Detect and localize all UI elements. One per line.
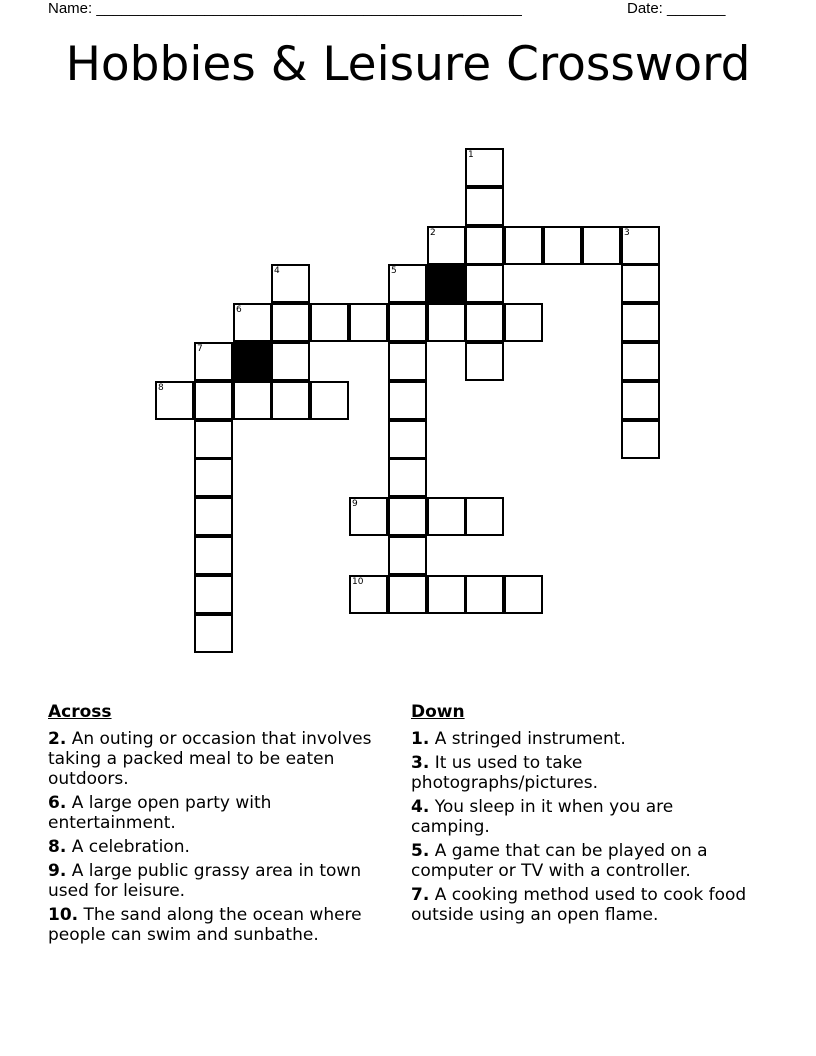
clue-number-label: 2: [430, 228, 436, 238]
name-field[interactable]: Name: ___________________________________________________: [48, 0, 522, 17]
clue-number: 4.: [411, 797, 430, 817]
crossword-cell[interactable]: [388, 497, 427, 536]
clue-number-label: 8: [158, 383, 164, 393]
across-clues: [48, 702, 398, 949]
crossword-cell[interactable]: [621, 303, 660, 342]
clue-number-label: 5: [391, 266, 397, 276]
crossword-cell[interactable]: [388, 420, 427, 459]
clue-text: An outing or occasion that involves taking a packed meal to be eaten outdoors.: [48, 729, 372, 789]
crossword-cell[interactable]: [504, 575, 543, 614]
across-heading: Across: [48, 702, 112, 722]
crossword-cell[interactable]: [388, 381, 427, 420]
crossword-cell[interactable]: [427, 303, 466, 342]
clue-number: 7.: [411, 885, 430, 905]
crossword-cell[interactable]: [621, 420, 660, 459]
crossword-cell[interactable]: [271, 342, 310, 381]
clue-number-label: 7: [197, 344, 203, 354]
crossword-cell[interactable]: [427, 226, 466, 265]
clue-number: 2.: [48, 729, 67, 749]
crossword-cell[interactable]: [233, 303, 272, 342]
clue-text: A stringed instrument.: [434, 729, 626, 749]
clue-text: A game that can be played on a computer or TV with a controller.: [411, 841, 708, 881]
crossword-cell[interactable]: [194, 575, 233, 614]
down-clue: [411, 797, 751, 837]
crossword-cell[interactable]: [271, 381, 310, 420]
down-clue: [411, 753, 751, 793]
crossword-cell[interactable]: [621, 264, 660, 303]
clue-number-label: 6: [236, 305, 242, 315]
crossword-cell[interactable]: [271, 303, 310, 342]
clue-text: It us used to take photographs/pictures.: [411, 753, 599, 793]
down-clue: [411, 885, 751, 925]
across-clue: [48, 793, 398, 833]
clue-number-label: 3: [624, 228, 630, 238]
crossword-cell[interactable]: [582, 226, 621, 265]
clue-number-label: 1: [468, 150, 474, 160]
crossword-cell[interactable]: [194, 536, 233, 575]
crossword-cell[interactable]: [349, 575, 388, 614]
across-clue-list: [48, 729, 398, 945]
clue-number-label: 10: [352, 577, 364, 587]
date-field[interactable]: Date: _______: [627, 0, 726, 17]
crossword-cell[interactable]: [427, 575, 466, 614]
clue-number: 10.: [48, 905, 79, 925]
clue-text: A large public grassy area in town used for leisure.: [48, 861, 362, 901]
down-clues: [411, 702, 751, 929]
crossword-cell[interactable]: [194, 381, 233, 420]
crossword-cell[interactable]: [504, 226, 543, 265]
crossword-cell[interactable]: [194, 342, 233, 381]
crossword-cell[interactable]: [504, 303, 543, 342]
crossword-cell[interactable]: [194, 420, 233, 459]
crossword-cell[interactable]: [621, 342, 660, 381]
crossword-cell[interactable]: [310, 303, 349, 342]
crossword-cell[interactable]: [388, 575, 427, 614]
clue-number: 5.: [411, 841, 430, 861]
clue-text: A celebration.: [71, 837, 190, 857]
crossword-cell[interactable]: [465, 303, 504, 342]
crossword-cell[interactable]: [465, 226, 504, 265]
crossword-cell[interactable]: [194, 497, 233, 536]
crossword-cell[interactable]: [427, 497, 466, 536]
crossword-cell[interactable]: [543, 226, 582, 265]
across-clue: [48, 905, 398, 945]
clue-number: 9.: [48, 861, 67, 881]
crossword-cell[interactable]: [388, 264, 427, 303]
clue-number: 3.: [411, 753, 430, 773]
crossword-cell[interactable]: [271, 264, 310, 303]
clue-number-label: 4: [274, 266, 280, 276]
crossword-cell[interactable]: [465, 497, 504, 536]
crossword-cell[interactable]: [465, 148, 504, 187]
crossword-cell[interactable]: [465, 187, 504, 226]
clue-number: 8.: [48, 837, 67, 857]
crossword-cell[interactable]: [349, 303, 388, 342]
clue-number: 1.: [411, 729, 430, 749]
crossword-cell[interactable]: [349, 497, 388, 536]
crossword-cell[interactable]: [194, 458, 233, 497]
black-square: [233, 342, 272, 381]
clue-text: A cooking method used to cook food outside using an open flame.: [411, 885, 747, 925]
clue-text: A large open party with entertainment.: [48, 793, 272, 833]
clue-text: The sand along the ocean where people can swim and sunbathe.: [48, 905, 362, 945]
crossword-cell[interactable]: [621, 381, 660, 420]
across-clue: [48, 861, 398, 901]
clue-text: You sleep in it when you are camping.: [411, 797, 674, 837]
crossword-cell[interactable]: [388, 536, 427, 575]
down-clue: [411, 729, 751, 749]
across-clue: [48, 837, 398, 857]
down-heading: Down: [411, 702, 465, 722]
crossword-cell[interactable]: [388, 342, 427, 381]
crossword-cell[interactable]: [465, 342, 504, 381]
crossword-cell[interactable]: [155, 381, 194, 420]
black-square: [427, 264, 466, 303]
crossword-cell[interactable]: [465, 575, 504, 614]
crossword-cell[interactable]: [194, 614, 233, 653]
crossword-cell[interactable]: [388, 458, 427, 497]
across-clue: [48, 729, 398, 789]
clue-number: 6.: [48, 793, 67, 813]
crossword-cell[interactable]: [465, 264, 504, 303]
page-title: Hobbies & Leisure Crossword: [65, 37, 751, 92]
crossword-cell[interactable]: [310, 381, 349, 420]
crossword-cell[interactable]: [233, 381, 272, 420]
crossword-cell[interactable]: [388, 303, 427, 342]
clue-number-label: 9: [352, 499, 358, 509]
down-clue: [411, 841, 751, 881]
down-clue-list: [411, 729, 751, 925]
crossword-cell[interactable]: [621, 226, 660, 265]
